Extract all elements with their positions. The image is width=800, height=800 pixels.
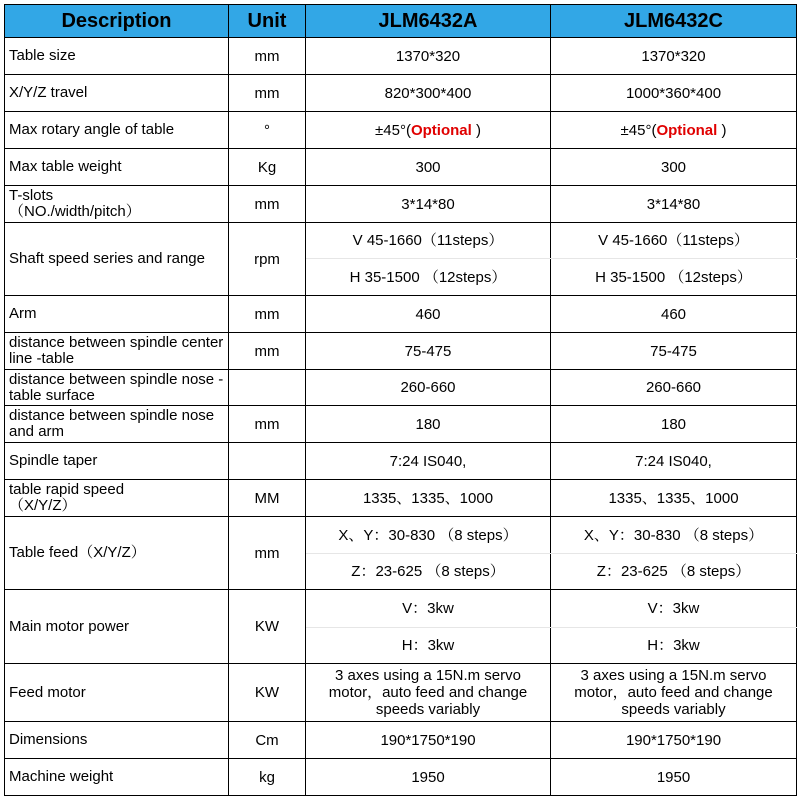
row-value-a: 820*300*400: [306, 75, 551, 112]
row-unit: [229, 443, 306, 480]
row-value-a: 3*14*80: [306, 186, 551, 223]
row-value-c: 260-660: [551, 370, 797, 406]
row-desc: Feed motor: [5, 664, 229, 722]
row-desc: X/Y/Z travel: [5, 75, 229, 112]
row-desc: distance between spindle center line -table: [5, 333, 229, 370]
table-row: [5, 38, 797, 75]
row-value-a: 1335、1335、1000: [306, 480, 551, 517]
row-desc: Arm: [5, 296, 229, 333]
optional-label: Optional: [410, 121, 472, 139]
row-desc: Spindle taper: [5, 443, 229, 480]
row-value-c: V 45-1660（11steps）: [551, 223, 797, 259]
row-desc: Dimensions: [5, 722, 229, 759]
header-row: [5, 5, 797, 38]
row-desc: Table feed（X/Y/Z）: [5, 517, 229, 590]
row-desc: Main motor power: [5, 590, 229, 664]
table-row: [5, 664, 797, 722]
row-value-c: 75-475: [551, 333, 797, 370]
row-value-c: 1950: [551, 759, 797, 796]
row-value-a: V：3kw: [306, 590, 551, 628]
table-row: [5, 75, 797, 112]
row-unit: [229, 370, 306, 406]
row-unit: °: [229, 112, 306, 149]
row-unit: mm: [229, 333, 306, 370]
row-desc: Machine weight: [5, 759, 229, 796]
row-value-a: 180: [306, 406, 551, 443]
row-value-a: Z：23-625 （8 steps）: [306, 554, 551, 590]
row-value-a: 3 axes using a 15N.m servo motor，auto feed and change speeds variably: [306, 664, 551, 722]
row-desc: Max table weight: [5, 149, 229, 186]
row-value-c: 460: [551, 296, 797, 333]
tslots-sublabel: （NO./width/pitch）: [9, 203, 141, 220]
row-value-c: Z：23-625 （8 steps）: [551, 554, 797, 590]
row-unit: mm: [229, 38, 306, 75]
row-value-a: [306, 112, 551, 149]
table-row: [5, 186, 797, 223]
rotary-prefix: ±45°(: [620, 121, 657, 139]
row-value-a: V 45-1660（11steps）: [306, 223, 551, 259]
header-description: Description: [5, 5, 229, 38]
rapid-speed-label: table rapid speed: [9, 481, 125, 498]
row-value-c: 1000*360*400: [551, 75, 797, 112]
row-value-c: 180: [551, 406, 797, 443]
row-value-a: X、Y：30-830 （8 steps）: [306, 517, 551, 554]
row-value-c: H：3kw: [551, 628, 797, 664]
table-row: [5, 722, 797, 759]
table-row: [5, 296, 797, 333]
row-value-c: 1335、1335、1000: [551, 480, 797, 517]
row-value-c: 7:24 IS040,: [551, 443, 797, 480]
row-value-a: 1950: [306, 759, 551, 796]
row-value-a: H 35-1500 （12steps）: [306, 259, 551, 296]
optional-label: Optional: [656, 121, 718, 139]
row-desc: Shaft speed series and range: [5, 223, 229, 296]
table-row: [5, 112, 797, 149]
rotary-suffix: ): [471, 121, 481, 139]
row-value-a: 7:24 IS040,: [306, 443, 551, 480]
row-value-c: 1370*320: [551, 38, 797, 75]
row-value-c: X、Y：30-830 （8 steps）: [551, 517, 797, 554]
row-desc: distance between spindle nose - table surface: [5, 370, 229, 406]
row-value-a: 1370*320: [306, 38, 551, 75]
row-desc: Max rotary angle of table: [5, 112, 229, 149]
table-row: [5, 480, 797, 517]
table-row: [5, 406, 797, 443]
rotary-prefix: ±45°(: [375, 121, 411, 139]
row-value-c: [551, 112, 797, 149]
row-unit: kg: [229, 759, 306, 796]
table-row: [5, 443, 797, 480]
row-unit: KW: [229, 590, 306, 664]
row-unit: mm: [229, 517, 306, 590]
row-value-a: 300: [306, 149, 551, 186]
table-row: [5, 370, 797, 406]
row-unit: Cm: [229, 722, 306, 759]
row-desc: [5, 480, 229, 517]
row-unit: MM: [229, 480, 306, 517]
row-value-a: 190*1750*190: [306, 722, 551, 759]
row-value-c: 3 axes using a 15N.m servo motor，auto feed and change speeds variably: [551, 664, 797, 722]
row-unit: KW: [229, 664, 306, 722]
table-row: [5, 223, 797, 259]
row-unit: rpm: [229, 223, 306, 296]
header-model-a: JLM6432A: [306, 5, 551, 38]
header-unit: Unit: [229, 5, 306, 38]
row-desc: Table size: [5, 38, 229, 75]
row-value-c: V：3kw: [551, 590, 797, 628]
table-row: [5, 590, 797, 628]
row-unit: mm: [229, 296, 306, 333]
table-row: [5, 333, 797, 370]
row-desc: distance between spindle nose and arm: [5, 406, 229, 443]
row-value-a: 260-660: [306, 370, 551, 406]
header-model-c: JLM6432C: [551, 5, 797, 38]
row-value-c: H 35-1500 （12steps）: [551, 259, 797, 296]
table-row: [5, 149, 797, 186]
rapid-speed-sublabel: （X/Y/Z）: [9, 497, 77, 514]
spec-table: [4, 4, 797, 796]
row-value-a: 460: [306, 296, 551, 333]
row-desc: [5, 186, 229, 223]
row-unit: mm: [229, 406, 306, 443]
tslots-label: T-slots: [9, 187, 54, 204]
row-unit: Kg: [229, 149, 306, 186]
rotary-suffix: ): [717, 121, 727, 139]
row-unit: mm: [229, 75, 306, 112]
row-unit: mm: [229, 186, 306, 223]
row-value-a: 75-475: [306, 333, 551, 370]
table-row: [5, 759, 797, 796]
row-value-c: 3*14*80: [551, 186, 797, 223]
row-value-c: 300: [551, 149, 797, 186]
row-value-a: H：3kw: [306, 628, 551, 664]
table-row: [5, 517, 797, 554]
row-value-c: 190*1750*190: [551, 722, 797, 759]
